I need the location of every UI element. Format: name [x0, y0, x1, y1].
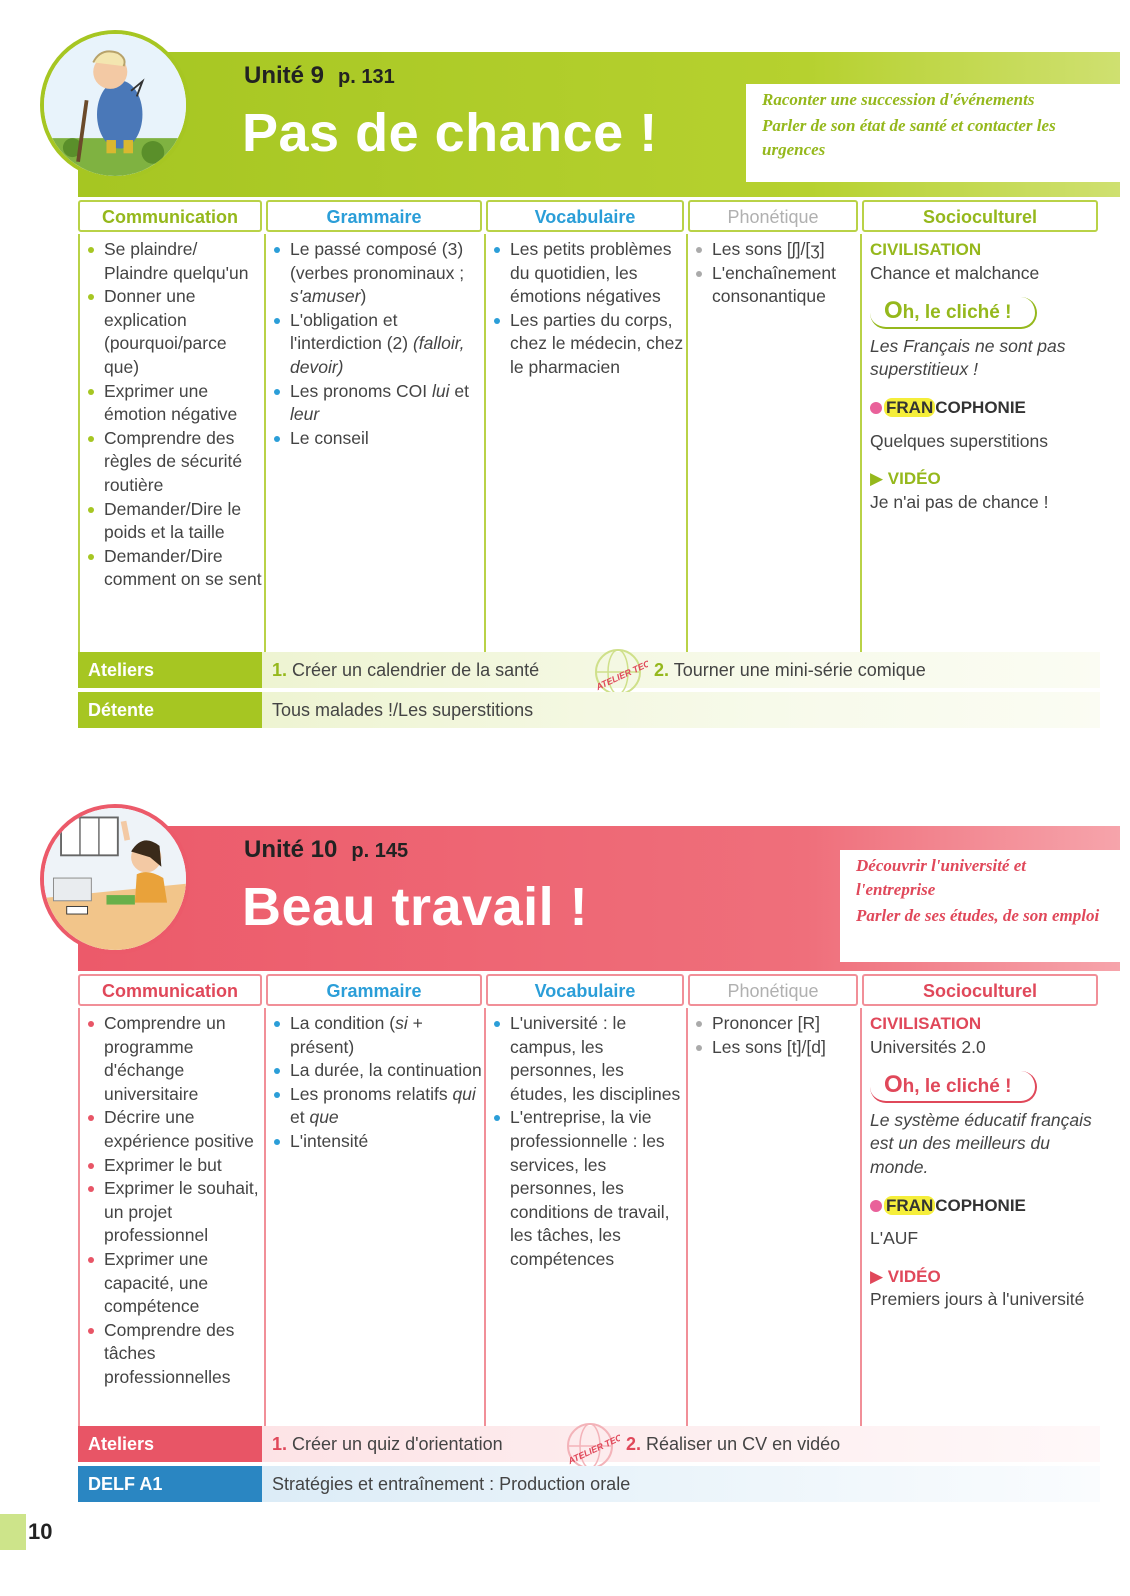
- list-item: Les petits problèmes du quotidien, les émotions négatives: [510, 238, 686, 309]
- unit-10-banner: [78, 826, 1120, 971]
- list-item: Les parties du corps, chez le médecin, chez le pharmacien: [510, 309, 686, 380]
- video-label: ▶ VIDÉO: [870, 1266, 941, 1286]
- list-item: Exprimer une émotion négative: [104, 380, 264, 427]
- unit-10-col-vocabulaire: Vocabulaire: [486, 974, 684, 1006]
- list-item: La durée, la continuation: [290, 1059, 484, 1083]
- atelier-2-wrap: 2. Réaliser un CV en vidéo: [626, 1434, 841, 1454]
- unit-9-banner: [78, 52, 1120, 197]
- unit-10-socioculturel: [860, 1008, 1098, 1426]
- list-item: Les sons [t]/[d]: [712, 1036, 860, 1060]
- list-item: Prononcer [R]: [712, 1012, 860, 1036]
- list-item: Décrire une expérience positive: [104, 1106, 264, 1153]
- unit-10-col-grammaire: Grammaire: [266, 974, 482, 1006]
- unit-9-vocabulaire-list: [484, 234, 686, 652]
- francophonie-dot-icon: [870, 1200, 882, 1212]
- atelier-2: Tourner une mini-série comique: [673, 660, 926, 680]
- video-label: ▶ VIDÉO: [870, 469, 941, 489]
- unit-10-col-socioculturel: Socioculturel: [862, 974, 1098, 1006]
- unit-9-number: Unité 9 p. 131: [244, 62, 395, 89]
- list-item: Le passé composé (3) (verbes pronominaux ; s'amuser): [290, 238, 484, 309]
- unit-9-phonetique-list: [686, 234, 860, 652]
- unit-9-grammaire-list: [264, 234, 484, 652]
- ateliers-content: 1. Créer un calendrier de la santé 2. Tourner une mini-série comique: [262, 652, 1100, 688]
- video-text: Je n'ai pas de chance !: [870, 491, 1049, 512]
- list-item: Les sons [ʃ]/[ʒ]: [712, 238, 860, 262]
- atelier-2-wrap: 2. Tourner une mini-série comique: [654, 660, 926, 680]
- list-item: Les pronoms relatifs qui et que: [290, 1083, 484, 1130]
- list-item: Demander/Dire comment on se sent: [104, 545, 264, 592]
- cliche-badge: Oh, le cliché !: [870, 1071, 1037, 1103]
- unit-9-body: [78, 234, 1098, 652]
- unit-10-objectives: Découvrir l'université et l'entreprise Parler de ses études, de son emploi: [840, 850, 1120, 962]
- list-item: Demander/Dire le poids et la taille: [104, 498, 264, 545]
- list-item: La condition (si + présent): [290, 1012, 484, 1059]
- unit-9-col-phonetique: Phonétique: [688, 200, 858, 232]
- civilisation-text: Universités 2.0: [870, 1036, 986, 1057]
- unit-9-col-vocabulaire: Vocabulaire: [486, 200, 684, 232]
- page-number: 10: [0, 1514, 62, 1550]
- cliche-badge: Oh, le cliché !: [870, 297, 1037, 329]
- unit-10-delf-row: [78, 1466, 1100, 1502]
- francophonie-text: Quelques superstitions: [870, 430, 1049, 451]
- francophonie-text: L'AUF: [870, 1228, 919, 1249]
- atelier-1: Créer un calendrier de la santé: [292, 660, 540, 680]
- list-item: Comprendre un programme d'échange universitaire: [104, 1012, 264, 1106]
- civilisation-label: CIVILISATION: [870, 1014, 982, 1033]
- unit-10-body: [78, 1008, 1098, 1426]
- cliche-text: Les Français ne sont pas superstitieux !: [870, 335, 1066, 380]
- unit-10-number: Unité 10 p. 145: [244, 836, 409, 863]
- unit-9-detente-row: [78, 692, 1100, 728]
- ateliers-content: 1. Créer un quiz d'orientation 2. Réaliser un CV en vidéo: [262, 1426, 1100, 1462]
- list-item: Les pronoms COI lui et leur: [290, 380, 484, 427]
- unit-9-objectives: Raconter une succession d'événements Parler de son état de santé et contacter les urgences: [746, 84, 1120, 182]
- list-item: L'obligation et l'interdiction (2) (falloir, devoir): [290, 309, 484, 380]
- list-item: Le conseil: [290, 427, 484, 451]
- stamp-text: ATELIER TECH': [594, 654, 648, 693]
- unit-9-ateliers-row: [78, 652, 1100, 693]
- list-item: Comprendre des règles de sécurité routière: [104, 427, 264, 498]
- list-item: L'université : le campus, les personnes, les études, les disciplines: [510, 1012, 686, 1106]
- delf-label: DELF A1: [78, 1466, 262, 1502]
- list-item: Exprimer le but: [104, 1154, 264, 1178]
- unit-9-col-grammaire: Grammaire: [266, 200, 482, 232]
- list-item: L'intensité: [290, 1130, 484, 1154]
- unit-10-grammaire-list: [264, 1008, 484, 1426]
- detente-content: Tous malades !/Les superstitions: [262, 692, 1100, 728]
- list-item: L'enchaînement consonantique: [712, 262, 860, 309]
- unit-10-phonetique-list: [686, 1008, 860, 1426]
- atelier-1: Créer un quiz d'orientation: [292, 1434, 503, 1454]
- stamp-text: ATELIER TECH': [566, 1428, 620, 1467]
- list-item: L'entreprise, la vie professionnelle : les services, les personnes, les conditions de travail, les tâches, les compétences: [510, 1106, 686, 1271]
- detente-label: Détente: [78, 692, 262, 728]
- ateliers-label: Ateliers: [78, 1426, 262, 1462]
- civilisation-label: CIVILISATION: [870, 240, 982, 259]
- unit-9-socioculturel: [860, 234, 1098, 652]
- atelier-2: Réaliser un CV en vidéo: [646, 1434, 841, 1454]
- unit-9-title: Pas de chance !: [242, 103, 658, 163]
- unit-9-communication-list: [78, 234, 264, 652]
- unit-9-section: [78, 52, 1120, 732]
- list-item: Exprimer une capacité, une compétence: [104, 1248, 264, 1319]
- list-item: Donner une explication (pourquoi/parce que): [104, 285, 264, 379]
- unit-10-ateliers-row: [78, 1426, 1100, 1467]
- unit-10-section: [78, 826, 1120, 1506]
- francophonie-label: FRAN COPHONIE: [870, 396, 1098, 420]
- unit-9-col-communication: Communication: [78, 200, 262, 232]
- video-text: Premiers jours à l'université: [870, 1289, 1085, 1310]
- civilisation-text: Chance et malchance: [870, 262, 1040, 283]
- francophonie-dot-icon: [870, 402, 882, 414]
- unit-10-vocabulaire-list: [484, 1008, 686, 1426]
- list-item: Comprendre des tâches professionnelles: [104, 1319, 264, 1390]
- cliche-text: Le système éducatif français est un des meilleurs du monde.: [870, 1109, 1092, 1177]
- delf-content: Stratégies et entraînement : Production orale: [262, 1466, 1100, 1502]
- list-item: Se plaindre/ Plaindre quelqu'un: [104, 238, 264, 285]
- unit-10-communication-list: [78, 1008, 264, 1426]
- unit-10-col-phonetique: Phonétique: [688, 974, 858, 1006]
- office-worker-illustration-icon: [40, 804, 190, 954]
- francophonie-label: FRAN COPHONIE: [870, 1194, 1098, 1218]
- unit-10-col-communication: Communication: [78, 974, 262, 1006]
- unit-9-col-socioculturel: Socioculturel: [862, 200, 1098, 232]
- sick-man-illustration-icon: [40, 30, 190, 180]
- unit-10-title: Beau travail !: [242, 877, 589, 937]
- ateliers-label: Ateliers: [78, 652, 262, 688]
- list-item: Exprimer le souhait, un projet professionnel: [104, 1177, 264, 1248]
